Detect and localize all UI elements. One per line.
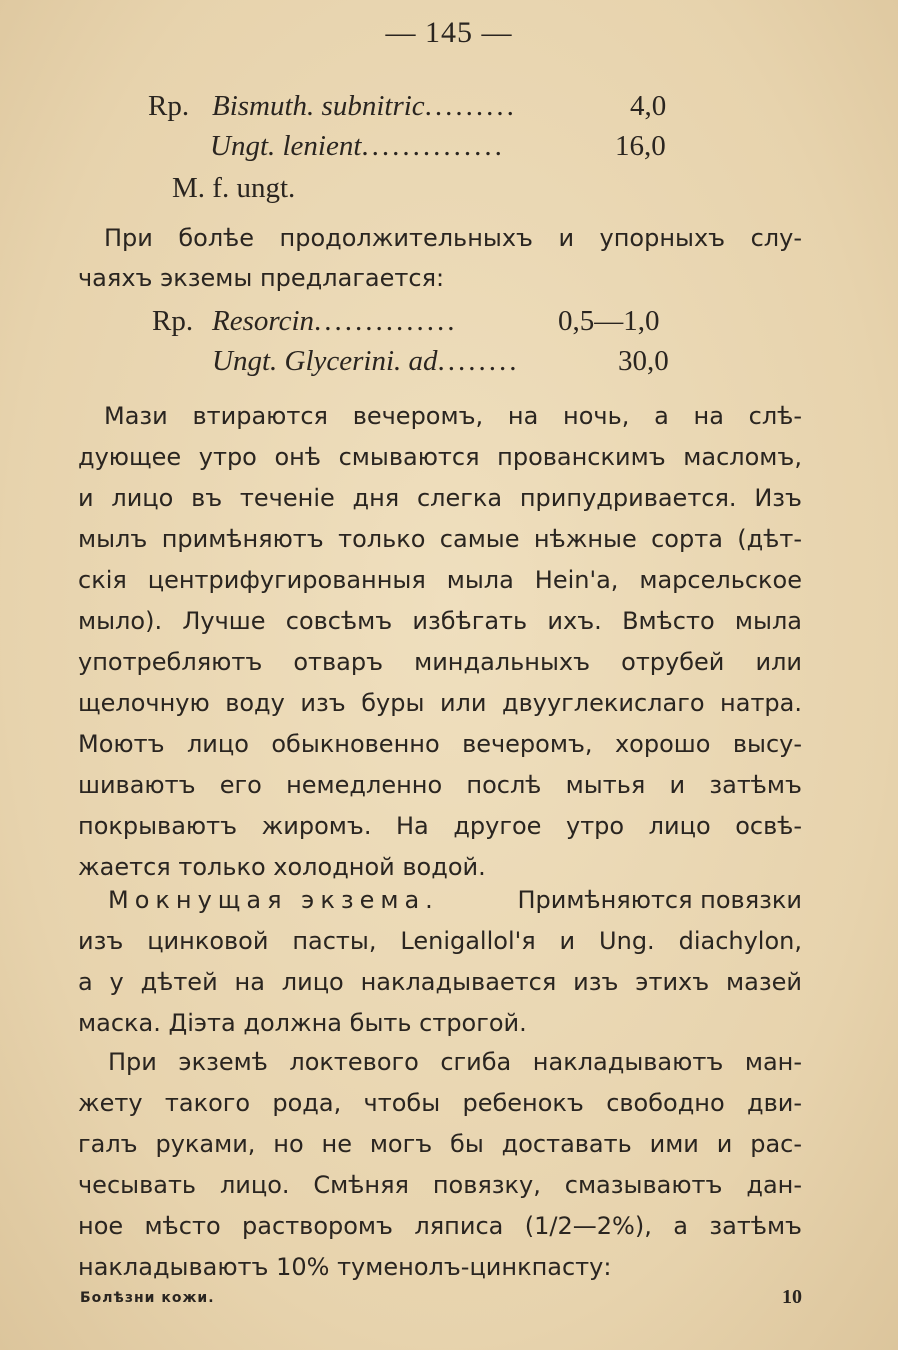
text-line: При экземѣ локтевого сгиба накладываютъ ман- (108, 1048, 802, 1076)
text-fragment: Примѣняются повязки (517, 886, 802, 914)
text-line: чаяхъ экземы предлагается: (78, 264, 445, 292)
text-line: ное мѣсто растворомъ ляписа (1/2—2%), а затѣмъ (78, 1212, 802, 1240)
rx1-item2-name: Ungt. lenient (210, 130, 362, 162)
text-line: покрываютъ жиромъ. На другое утро лицо освѣ- (78, 812, 802, 840)
section-heading-wet-eczema: Мокнущая экзема. (108, 886, 439, 914)
text-line: Мази втираются вечеромъ, на ночь, а на слѣ- (104, 402, 802, 430)
rx1-item1-qty: 4,0 (630, 90, 667, 122)
text-line: изъ цинковой пасты, Lenigallol'я и Ung. diachylon, (78, 927, 802, 955)
rx2-item2-name: Ungt. Glycerini. ad (212, 345, 438, 377)
text-line: скія центрифугированныя мыла Hein'а, марсельское (78, 566, 802, 594)
text-line: чесывать лицо. Смѣняя повязку, смазываютъ дан- (78, 1171, 802, 1199)
rx2-item1-name: Resorcin (212, 305, 315, 337)
text-line: употребляютъ отваръ миндальныхъ отрубей или (78, 648, 802, 676)
rx2-rp-label: Rp. (152, 305, 194, 337)
text-line: жается только холодной водой. (78, 853, 486, 881)
text-line: и лицо въ теченіе дня слегка припудривается. Изъ (78, 484, 802, 512)
text-line: маска. Діэта должна быть строгой. (78, 1009, 527, 1037)
rx2-item2-qty: 30,0 (618, 345, 669, 377)
text-line: галъ руками, но не могъ бы доставать ими и рас- (78, 1130, 802, 1158)
text-line: шиваютъ его немедленно послѣ мытья и затѣмъ (78, 771, 802, 799)
rx2-item1-qty: 0,5—1,0 (558, 305, 660, 337)
text-line: дующее утро онѣ смываются прованскимъ масломъ, (78, 443, 802, 471)
rx1-item1-name: Bismuth. subnitric (212, 90, 425, 122)
rx2-item2: Ungt. Glycerini. ad........ (212, 345, 520, 377)
text-line: мылъ примѣняютъ только самые нѣжные сорта (дѣт- (78, 525, 802, 553)
rx1-rp-label: Rp. (148, 90, 190, 122)
signature-number: 10 (782, 1286, 802, 1308)
rx2-item1: Resorcin.............. (212, 305, 458, 337)
text-line: Моютъ лицо обыкновенно вечеромъ, хорошо высу- (78, 730, 802, 758)
text-line: щелочную воду изъ буры или двууглекислаго натра. (78, 689, 802, 717)
text-line: накладываютъ 10% туменолъ-цинкпасту: (78, 1253, 612, 1281)
text-line (108, 880, 802, 920)
rx1-item1: Bismuth. subnitric......... (212, 90, 517, 122)
text-line: При болѣе продолжительныхъ и упорныхъ слу- (104, 224, 802, 252)
rx1-item2-qty: 16,0 (615, 130, 666, 162)
page-number-header: — 145 — (385, 16, 513, 49)
text-line: жету такого рода, чтобы ребенокъ свободно дви- (78, 1089, 802, 1117)
text-line: а у дѣтей на лицо накладывается изъ этихъ мазей (78, 968, 802, 996)
rx1-item2: Ungt. lenient.............. (210, 130, 505, 162)
signature-footer: Болѣзни кожи. (80, 1290, 215, 1306)
rx1-signature: M. f. ungt. (172, 172, 296, 204)
text-line: мыло). Лучше совсѣмъ избѣгать ихъ. Вмѣсто мыла (78, 607, 802, 635)
